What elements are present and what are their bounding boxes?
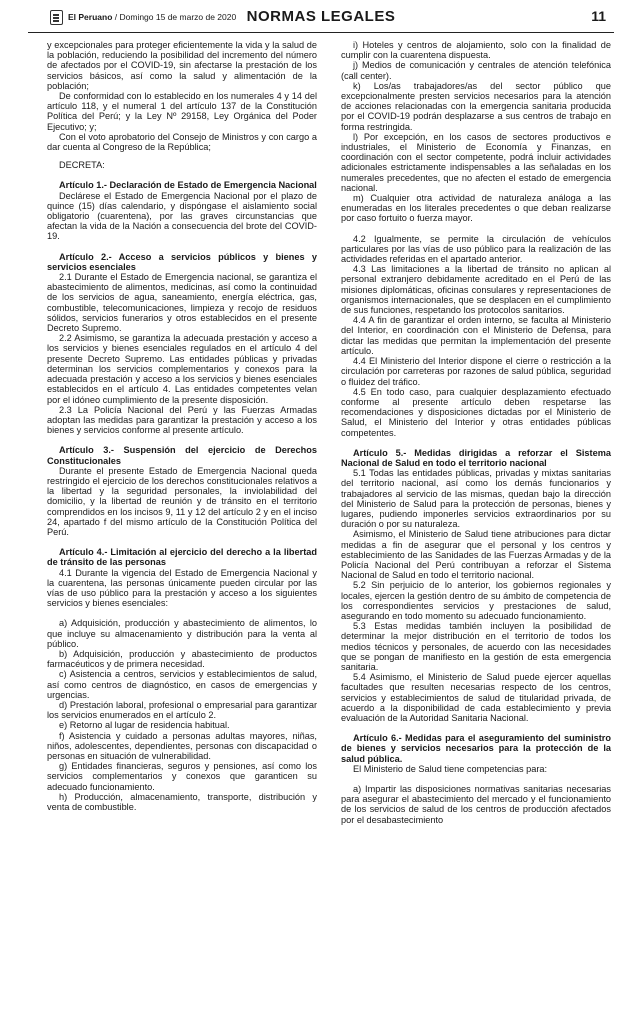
paragraph: 5.2 Sin perjuicio de lo anterior, los gobiernos regionales y locales, ejercen la gestión dentro de su ámbito de competencia de los correspondientes servicios y prestaciones de salud, asegurando en todo momento su adecuado funcionamiento.: [341, 580, 611, 621]
paragraph: 5.3 Estas medidas también incluyen la posibilidad de determinar la mejor distribución en el territorio de todos los medios técnicos y personales, de acuerdo con las necesidades que se pongan de manifiesto en la gestión de esta emergencia sanitaria.: [341, 621, 611, 672]
paragraph: h) Producción, almacenamiento, transporte, distribución y venta de combustible.: [47, 791, 317, 813]
paragraph: Declárese el Estado de Emergencia Nacional por el plazo de quince (15) días calendario, y dispóngase el aislamiento social obligatorio (cuarentena), por las graves circunstancias que afectan la vida de la Nación a consecuencia del brote del COVID-19.: [47, 190, 317, 242]
paragraph: d) Prestación laboral, profesional o empresarial para garantizar los servicios enumerados en el artículo 2.: [47, 699, 317, 721]
paragraph: 5.4 Asimismo, el Ministerio de Salud puede ejercer aquellas facultades que resulten necesarias respecto de los centros, servicios y establecimientos de salud de titularidad privada, de acuerdo a la disponibilidad de cada establecimiento y previa evaluación de la Autoridad Sanitaria Nacional.: [341, 672, 611, 723]
article-heading: Artículo 1.- Declaración de Estado de Emergencia Nacional: [59, 180, 317, 191]
header-date: Domingo 15 de marzo de 2020: [119, 12, 237, 22]
paragraph: 4.4 A fin de garantizar el orden interno, se faculta al Ministerio del Interior, en coordinación con el Ministerio de Defensa, para dictar las medidas que permitan la implementación del presente artículo.: [341, 315, 611, 356]
article-heading: Artículo 5.- Medidas dirigidas a reforzar el Sistema Nacional de Salud en todo el territorio nacional: [341, 447, 611, 468]
article-heading: Artículo 2.- Acceso a servicios públicos y bienes y servicios esenciales: [47, 251, 317, 272]
paragraph: e) Retorno al lugar de residencia habitual.: [59, 720, 230, 731]
paragraph: Asimismo, el Ministerio de Salud tiene atribuciones para dictar medidas a fin de asegurar que el personal y los centros y establecimiento de las Sanidades de las Fuerzas Armadas y de la Policía Nacional del Perú contribuyan a reforzar el Sistema Nacional de Salud en todo el territorio nacional.: [341, 529, 611, 581]
paragraph: g) Entidades financieras, seguros y pensiones, así como los servicios complementarios y conexos que garanticen su adecuado funcionamiento.: [47, 761, 317, 792]
paragraph: c) Asistencia a centros, servicios y establecimientos de salud, así como centros de diagnóstico, en casos de emergencias y urgencias.: [47, 669, 317, 700]
article-heading: Artículo 3.- Suspensión del ejercicio de Derechos Constitucionales: [47, 445, 317, 466]
paragraph: i) Hoteles y centros de alojamiento, solo con la finalidad de cumplir con la cuarentena dispuesta.: [341, 40, 611, 61]
article-heading: Artículo 6.- Medidas para el aseguramiento del suministro de bienes y servicios necesarios para la protección de la salud pública.: [341, 733, 611, 764]
paragraph: l) Por excepción, en los casos de sectores productivos e industriales, el Ministerio de Economía y Finanzas, en coordinación con el sector competente, podrá incluir actividades adicionales estrictamente indispensables a las señaladas en los numerales precedentes, que no afecten el estado de emergencia nacional.: [341, 131, 611, 193]
paragraph: a) Adquisición, producción y abastecimiento de alimentos, lo que incluye su almacenamiento y distribución para la venta al público.: [47, 618, 317, 649]
decreta-label: DECRETA:: [59, 160, 105, 171]
paragraph: 4.3 Las limitaciones a la libertad de tránsito no aplican al personal extranjero debidamente acreditado en el Perú de las misiones diplomáticas, oficinas consulares y representaciones de organismos internacionales, que se desplacen en el cumplimiento de sus funciones, respetando los protocolos sanitarios.: [341, 264, 611, 316]
section-title: NORMAS LEGALES: [246, 8, 396, 25]
right-text-column: [341, 40, 611, 825]
paragraph: y excepcionales para proteger eficientemente la vida y la salud de la población, reduciendo la posibilidad del incremento del número de afectados por el COVID-19, sin afectarse la prestación de los servicios básicos, así como la salud y alimentación de la población;: [47, 40, 317, 91]
paragraph: Durante el presente Estado de Emergencia Nacional queda restringido el ejercicio de los derechos constitucionales relativos a la libertad y la seguridad personales, la inviolabilidad del domicilio, y la libertad de reunión y de tránsito en el territorio comprendidos en los incisos 9, 11 y 12 del artículo 2 y en el inciso 24, apartado f del mismo artículo de la Constitución Política del Perú.: [47, 465, 317, 537]
paragraph: 4.4 El Ministerio del Interior dispone el cierre o restricción a la circulación por carreteras por razones de salud pública, seguridad o fluidez del tráfico.: [341, 356, 611, 387]
page-number: 11: [591, 8, 606, 24]
paragraph: 4.1 Durante la vigencia del Estado de Emergencia Nacional y la cuarentena, las personas únicamente pueden circular por las vías de uso público para la prestación y acceso a los siguientes servicios y bienes esenciales:: [47, 567, 317, 609]
paragraph: 2.3 La Policía Nacional del Perú y las Fuerzas Armadas adoptan las medidas para garantizar la prestación y acceso a los bienes y servicios conforme al presente artículo.: [47, 404, 317, 436]
paragraph: a) Impartir las disposiciones normativas sanitarias necesarias para asegurar el abastecimiento del mercado y el funcionamiento de los servicios de salud de los centros de producción afectados por el desabastecimiento: [341, 784, 611, 825]
paragraph: El Ministerio de Salud tiene competencias para:: [353, 763, 548, 774]
left-text-column: [47, 40, 317, 812]
paragraph: 4.5 En todo caso, para cualquier desplazamiento efectuado conforme al presente artículo deben respetarse las recomendaciones y disposiciones dictadas por el Ministerio de Salud, el Ministerio del Interior y otras entidades públicas competentes.: [341, 386, 611, 438]
paragraph: 2.1 Durante el Estado de Emergencia nacional, se garantiza el abastecimiento de alimentos, medicinas, así como la continuidad de los servicios de agua, saneamiento, energía eléctrica, gas, combustible, telecomunicaciones, limpieza y recojo de residuos sólidos, servicios funerarios y otros establecidos en el presente Decreto Supremo.: [47, 272, 317, 334]
paragraph: j) Medios de comunicación y centrales de atención telefónica (call center).: [341, 60, 611, 81]
article-heading: Artículo 4.- Limitación al ejercicio del derecho a la libertad de tránsito de las personas: [47, 547, 317, 568]
header-masthead: El Peruano / Domingo 15 de marzo de 2020: [68, 12, 237, 22]
paragraph: f) Asistencia y cuidado a personas adultas mayores, niñas, niños, adolescentes, dependientes, personas con discapacidad o personas en situación de vulnerabilidad.: [47, 730, 317, 761]
page-header: [28, 8, 614, 33]
paragraph: De conformidad con lo establecido en los numerales 4 y 14 del artículo 118, y el numeral 1 del artículo 137 de la Constitución Política del Perú; y la Ley Nº 29158, Ley Orgánica del Poder Ejecutivo; y;: [47, 91, 317, 132]
paragraph: 2.2 Asimismo, se garantiza la adecuada prestación y acceso a los servicios y bienes esenciales regulados en el artículo 4 del presente Decreto Supremo. Las entidades públicas y privadas determinan los servicios complementarios y conexos para la adecuada prestación y acceso a los servicios y bienes esenciales establecidos en el artículo 4. Las entidades competentes velan por el idóneo cumplimiento de la presente disposición.: [47, 333, 317, 405]
paragraph: k) Los/as trabajadores/as del sector público que excepcionalmente presten servicios necesarios para la atención de acciones relacionadas con la emergencia sanitaria producida por el COVID-19 podrán desplazarse a sus centros de trabajo en forma restringida.: [341, 80, 611, 132]
paragraph: m) Cualquier otra actividad de naturaleza análoga a las enumeradas en los literales precedentes o que deban realizarse por caso fortuito o fuerza mayor.: [341, 193, 611, 224]
paragraph: 5.1 Todas las entidades públicas, privadas y mixtas sanitarias del territorio nacional, así como los demás funcionarios y trabajadores al servicio de las mismas, quedan bajo la dirección del Ministerio de Salud para la protección de personas, bienes y lugares, pudiendo imponerles servicios extraordinarios por su duración o por su naturaleza.: [341, 468, 611, 530]
paragraph: 4.2 Igualmente, se permite la circulación de vehículos particulares por las vías de uso público para la realización de las actividades referidas en el apartado anterior.: [341, 233, 611, 265]
paragraph: Con el voto aprobatorio del Consejo de Ministros y con cargo a dar cuenta al Congreso de la República;: [47, 131, 317, 153]
paragraph: b) Adquisición, producción y abastecimiento de productos farmacéuticos y de primera necesidad.: [47, 648, 317, 670]
newspaper-name: El Peruano: [68, 12, 113, 22]
